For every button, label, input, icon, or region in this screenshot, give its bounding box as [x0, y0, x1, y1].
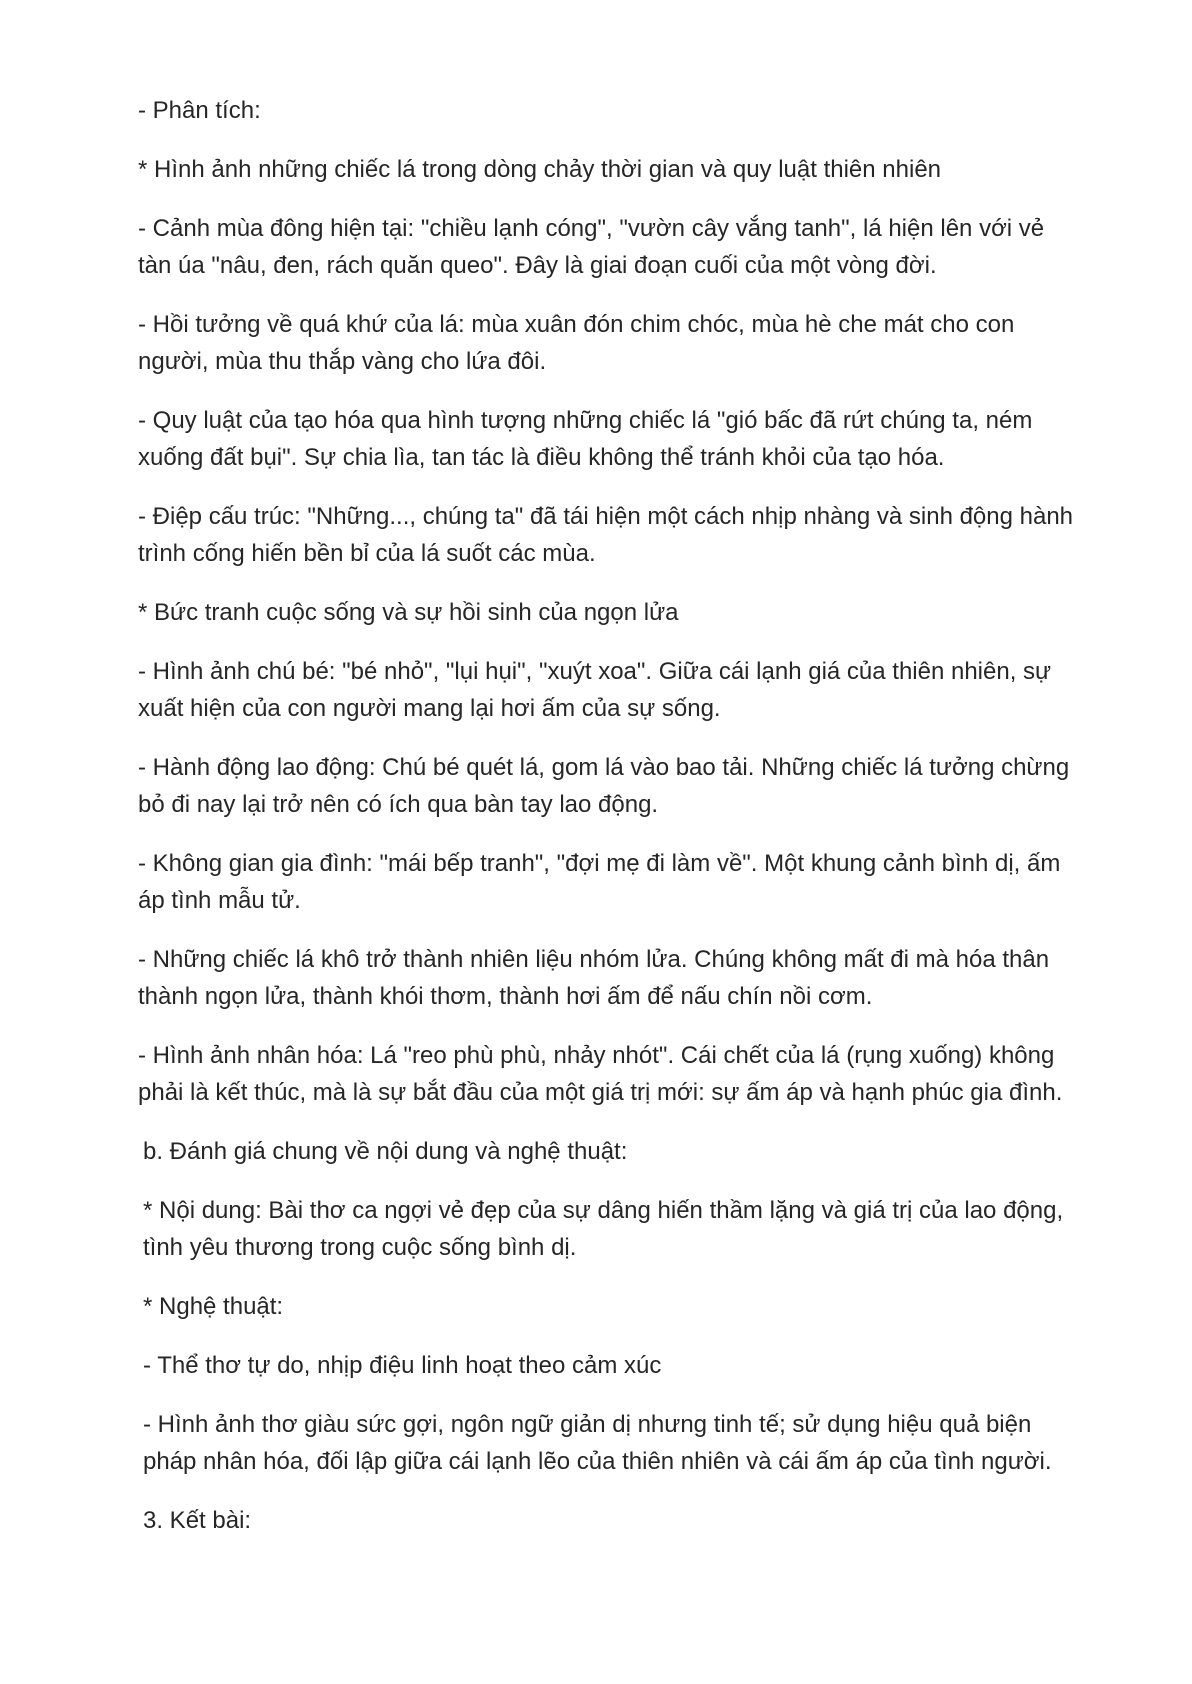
- paragraph-family-space: - Không gian gia đình: "mái bếp tranh", "đợi mẹ đi làm về". Một khung cảnh bình dị, ấm áp tình mẫu tử.: [138, 850, 1061, 914]
- heading-art: * Nghệ thuật:: [143, 1293, 284, 1320]
- paragraph-recollection: - Hồi tưởng về quá khứ của lá: mùa xuân đón chim chóc, mùa hè che mát cho con người, mùa thu thắp vàng cho lứa đôi.: [138, 311, 1015, 375]
- paragraph-free-verse: - Thể thơ tự do, nhịp điệu linh hoạt theo cảm xúc: [143, 1352, 662, 1379]
- paragraph-personification: - Hình ảnh nhân hóa: Lá "reo phù phù, nhảy nhót". Cái chết của lá (rụng xuống) không phải là kết thúc, mà là sự bắt đầu của một giá trị mới: sự ấm áp và hạnh phúc gia đình.: [138, 1042, 1063, 1106]
- heading-general-evaluation: b. Đánh giá chung về nội dung và nghệ thuật:: [143, 1138, 628, 1165]
- subheading-leaves: * Hình ảnh những chiếc lá trong dòng chảy thời gian và quy luật thiên nhiên: [138, 156, 942, 183]
- paragraph-labor: - Hành động lao động: Chú bé quét lá, gom lá vào bao tải. Những chiếc lá tưởng chừng bỏ đi nay lại trở nên có ích qua bàn tay lao động.: [138, 754, 1070, 818]
- paragraph-nature-law: - Quy luật của tạo hóa qua hình tượng những chiếc lá "gió bấc đã rứt chúng ta, ném xuống đất bụi". Sự chia lìa, tan tác là điều không thể tránh khỏi của tạo hóa.: [138, 407, 1033, 471]
- heading-conclusion: 3. Kết bài:: [143, 1507, 252, 1534]
- paragraph-content: * Nội dung: Bài thơ ca ngợi vẻ đẹp của sự dâng hiến thầm lặng và giá trị của lao động, tình yêu thương trong cuộc sống bình dị.: [143, 1197, 1064, 1261]
- heading-phan-tich: - Phân tích:: [138, 97, 261, 124]
- subheading-life-fire: * Bức tranh cuộc sống và sự hồi sinh của ngọn lửa: [138, 599, 679, 626]
- paragraph-winter-scene: - Cảnh mùa đông hiện tại: "chiều lạnh cóng", "vườn cây vắng tanh", lá hiện lên với vẻ tàn úa "nâu, đen, rách quăn queo". Đây là giai đoạn cuối của một vòng đời.: [138, 215, 1045, 279]
- document-page: [138, 92, 1078, 1561]
- paragraph-imagery: - Hình ảnh thơ giàu sức gợi, ngôn ngữ giản dị nhưng tinh tế; sử dụng hiệu quả biện pháp nhân hóa, đối lập giữa cái lạnh lẽo của thiên nhiên và cái ấm áp của tình người.: [143, 1411, 1052, 1475]
- paragraph-dry-leaves: - Những chiếc lá khô trở thành nhiên liệu nhóm lửa. Chúng không mất đi mà hóa thân thành ngọn lửa, thành khói thơm, thành hơi ấm để nấu chín nồi cơm.: [138, 946, 1050, 1010]
- paragraph-little-boy: - Hình ảnh chú bé: "bé nhỏ", "lụi hụi", "xuýt xoa". Giữa cái lạnh giá của thiên nhiên, sự xuất hiện của con người mang lại hơi ấm của sự sống.: [138, 658, 1052, 722]
- paragraph-repetition: - Điệp cấu trúc: "Những..., chúng ta" đã tái hiện một cách nhịp nhàng và sinh động hành trình cống hiến bền bỉ của lá suốt các mùa.: [138, 503, 1074, 567]
